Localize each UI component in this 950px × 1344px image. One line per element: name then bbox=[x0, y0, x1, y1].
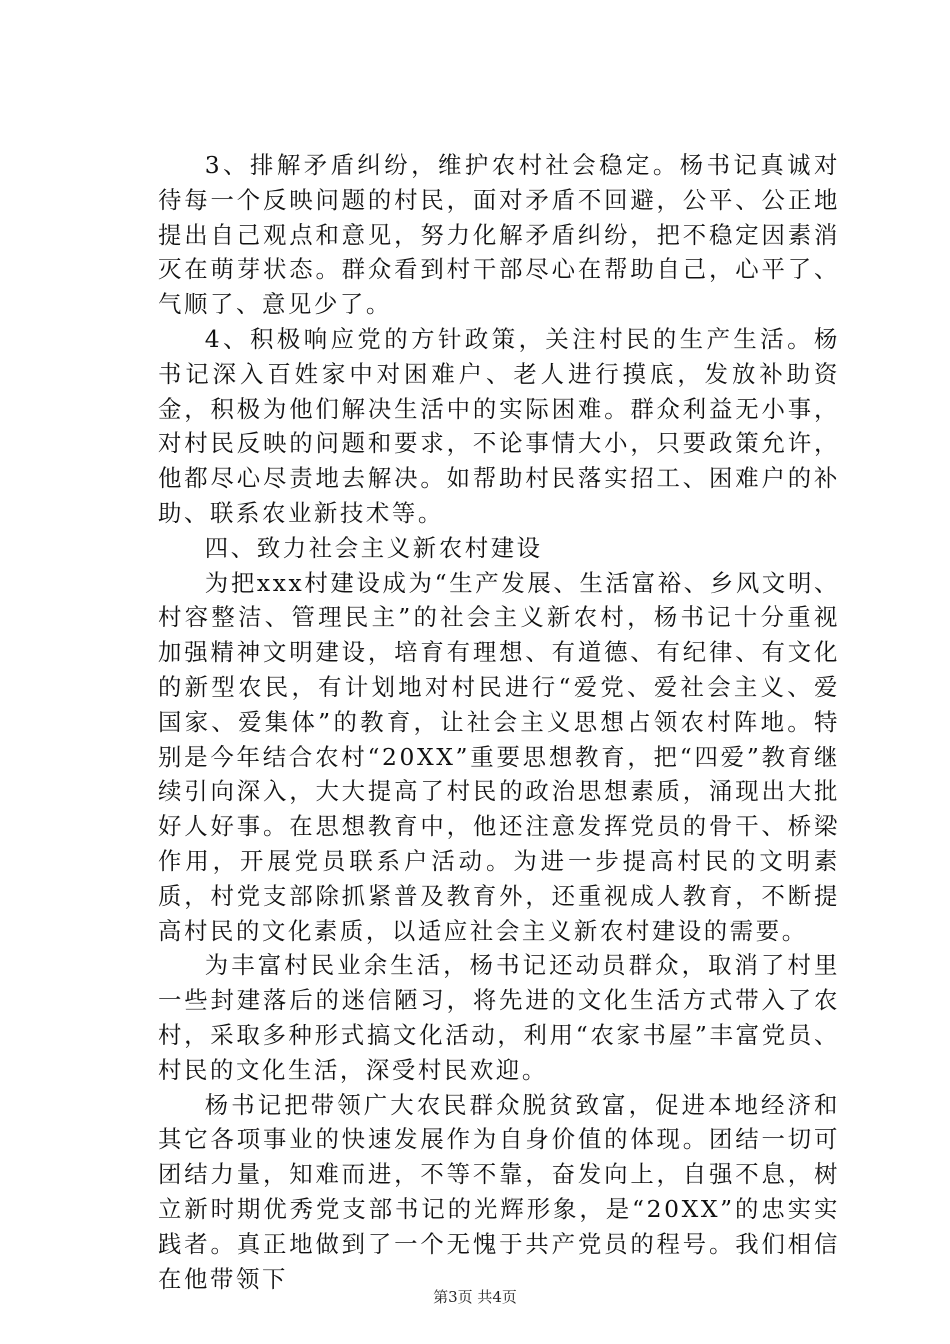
paragraph-villager-livelihood: 4、积极响应党的方针政策，关注村民的生产生活。杨书记深入百姓家中对困难户、老人进行摸底，发放补助资金，积极为他们解决生活中的实际困难。群众利益无小事，对村民反映的问题和要求，不论事情大小，只要政策允许，他都尽心尽责地去解决。如帮助村民落实招工、困难户的补助、联系农业新技术等。 bbox=[158, 324, 840, 527]
paragraph-cultural-life: 为丰富村民业余生活，杨书记还动员群众，取消了村里一些封建落后的迷信陋习，将先进的文化生活方式带入了农村，采取多种形式搞文化活动，利用“农家书屋”丰富党员、村民的文化生活，深受村民欢迎。 bbox=[158, 951, 840, 1084]
section-heading-new-countryside: 四、致力社会主义新农村建设 bbox=[204, 533, 543, 562]
paragraph-spiritual-civilization: 为把xxx村建设成为“生产发展、生活富裕、乡风文明、村容整洁、管理民主”的社会主义新农村，杨书记十分重视加强精神文明建设，培育有理想、有道德、有纪律、有文化的新型农民，有计划地对村民进行“爱党、爱社会主义、爱国家、爱集体”的教育，让社会主义思想占领农村阵地。特别是今年结合农村“20XX”重要思想教育，把“四爱”教育继续引向深入，大大提高了村民的政治思想素质，涌现出大批好人好事。在思想教育中，他还注意发挥党员的骨干、桥梁作用，开展党员联系户活动。为进一步提高村民的文明素质，村党支部除抓紧普及教育外，还重视成人教育，不断提高村民的文化素质，以适应社会主义新农村建设的需要。 bbox=[158, 568, 840, 945]
paragraph-dispute-resolution: 3、排解矛盾纠纷，维护农村社会稳定。杨书记真诚对待每一个反映问题的村民，面对矛盾不回避，公平、公正地提出自己观点和意见，努力化解矛盾纠纷，把不稳定因素消灭在萌芽状态。群众看到村干部尽心在帮助自己，心平了、气顺了、意见少了。 bbox=[158, 151, 840, 319]
page-number-footer: 第3页 共4页 bbox=[433, 1288, 517, 1306]
document-body bbox=[158, 148, 840, 1296]
paragraph-leadership-summary: 杨书记把带领广大农民群众脱贫致富，促进本地经济和其它各项事业的快速发展作为自身价值的体现。团结一切可团结力量，知难而进，不等不靠，奋发向上，自强不息，树立新时期优秀党支部书记的光辉形象，是“20XX”的忠实实践者。真正地做到了一个无愧于共产党员的程号。我们相信在他带领下 bbox=[158, 1090, 840, 1293]
